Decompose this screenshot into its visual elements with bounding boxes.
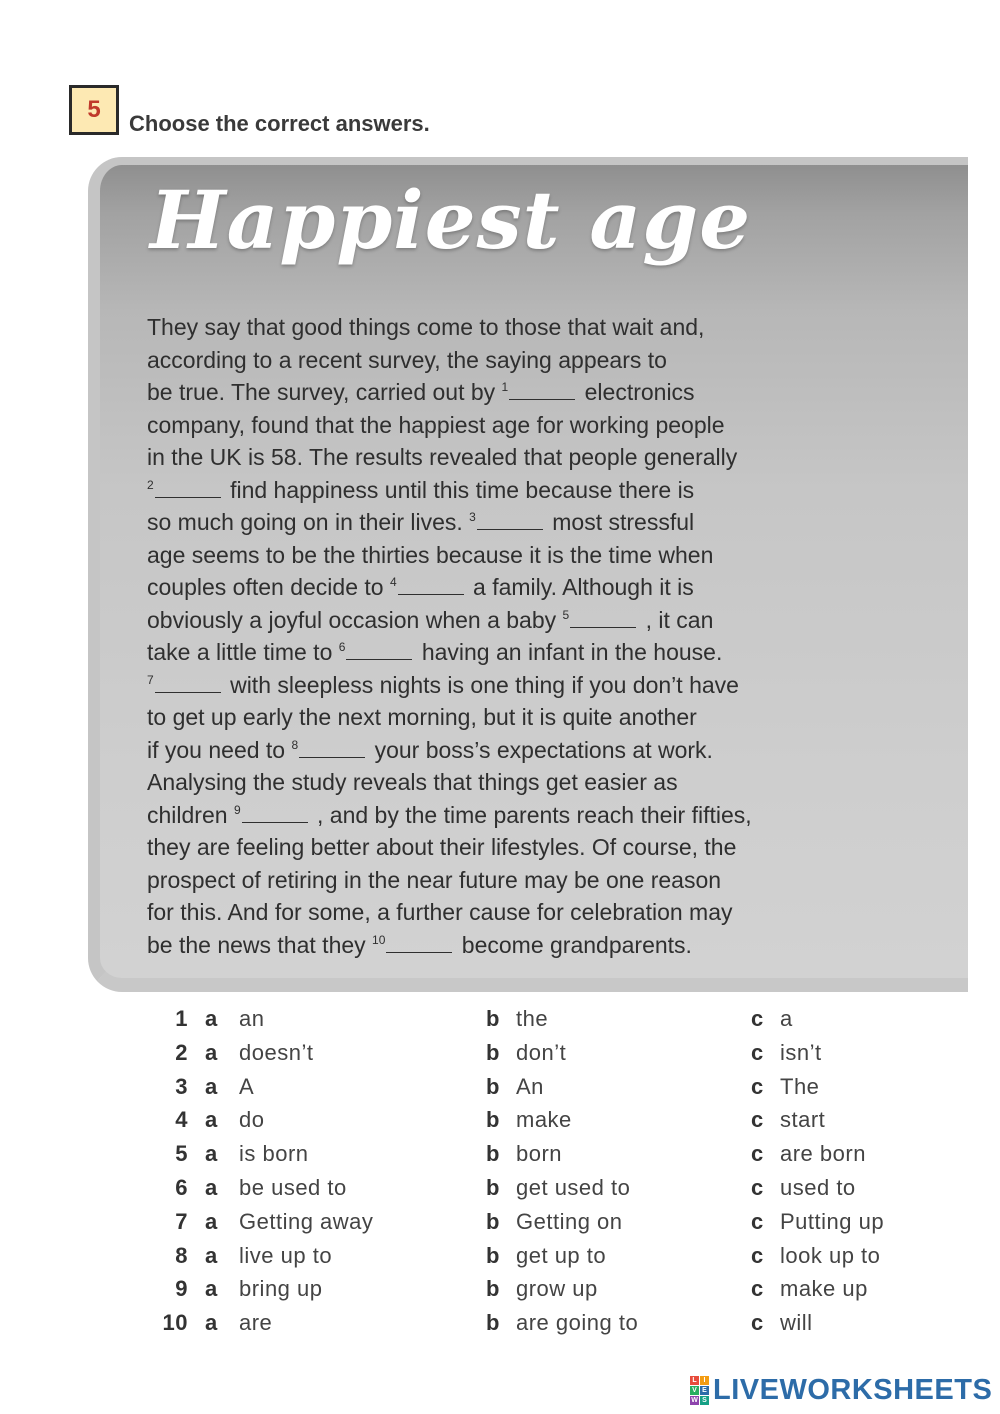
- passage-line: [147, 734, 947, 767]
- answer-blank[interactable]: [299, 756, 365, 758]
- option-c[interactable]: isn’t: [780, 1039, 822, 1065]
- blank-number: 4: [389, 575, 397, 589]
- passage-line: [147, 896, 947, 929]
- option-letter-b: b: [486, 1208, 500, 1234]
- option-letter-b: b: [486, 1107, 500, 1133]
- option-letter-a: a: [205, 1141, 218, 1167]
- question-number: 5: [175, 1141, 188, 1167]
- logo-tile: S: [700, 1396, 709, 1405]
- option-letter-a: a: [205, 1175, 218, 1200]
- blank-number: 2: [147, 477, 154, 492]
- question-number: 7: [175, 1208, 188, 1234]
- option-a[interactable]: Getting away: [239, 1208, 374, 1234]
- option-c[interactable]: used to: [780, 1175, 856, 1200]
- option-row: [0, 1141, 1000, 1175]
- option-letter-b: b: [486, 1242, 500, 1268]
- option-b[interactable]: get up to: [516, 1242, 607, 1268]
- answer-blank[interactable]: [242, 821, 308, 823]
- passage-text-segment: they are feeling better about their lifestyles. Of course, the: [147, 834, 737, 860]
- option-b[interactable]: don’t: [516, 1039, 567, 1065]
- blank-number: 1: [501, 380, 509, 394]
- answer-blank[interactable]: [386, 951, 452, 953]
- option-a[interactable]: A: [239, 1073, 255, 1099]
- liveworksheets-logo-icon: [690, 1376, 709, 1405]
- option-row: [0, 1175, 1000, 1209]
- option-row: [0, 1040, 1000, 1074]
- option-letter-b: b: [486, 1073, 500, 1099]
- passage-line: [147, 441, 947, 474]
- passage-line: [147, 766, 947, 799]
- passage-text-segment: , it can: [639, 606, 714, 633]
- logo-tile: W: [691, 1396, 698, 1404]
- option-c[interactable]: a: [780, 1006, 793, 1031]
- logo-tile: L: [690, 1376, 699, 1385]
- passage-title: Happiest age: [150, 173, 752, 267]
- option-b[interactable]: are going to: [516, 1310, 639, 1336]
- option-a[interactable]: be used to: [239, 1175, 347, 1200]
- logo-tile: V: [690, 1386, 699, 1395]
- question-number: 6: [175, 1175, 188, 1200]
- option-a[interactable]: an: [239, 1006, 265, 1031]
- option-letter-c: c: [751, 1107, 764, 1133]
- passage-line: [147, 864, 947, 897]
- brand-name: LIVEWORKSHEETS: [713, 1373, 993, 1406]
- passage-text-segment: be the news that they: [147, 931, 373, 958]
- option-letter-a: a: [205, 1107, 218, 1133]
- question-number: 4: [175, 1107, 188, 1133]
- passage-line: [147, 636, 947, 669]
- option-a[interactable]: doesn’t: [239, 1039, 314, 1065]
- passage-text-segment: according to a recent survey, the saying appears to: [147, 346, 667, 373]
- option-c[interactable]: will: [780, 1310, 813, 1336]
- passage-line: [147, 701, 947, 734]
- passage-line: [147, 376, 947, 409]
- option-b[interactable]: get used to: [516, 1175, 631, 1200]
- option-row: [0, 1107, 1000, 1141]
- blank-number: 3: [469, 510, 476, 524]
- passage-text-segment: couples often decide to: [147, 574, 390, 600]
- option-a[interactable]: live up to: [239, 1242, 333, 1268]
- blank-number: 6: [338, 640, 346, 654]
- option-letter-b: b: [486, 1310, 500, 1336]
- passage-text-segment: become grandparents.: [455, 931, 692, 958]
- option-letter-b: b: [486, 1141, 500, 1167]
- option-b[interactable]: the: [516, 1006, 549, 1031]
- option-c[interactable]: Putting up: [780, 1208, 885, 1234]
- passage-line: [147, 506, 947, 539]
- passage-text-segment: , and by the time parents reach their fifties,: [310, 801, 752, 828]
- passage-text-segment: for this. And for some, a further cause for celebration may: [147, 899, 733, 925]
- answer-blank[interactable]: [570, 626, 636, 628]
- passage-line: [147, 344, 947, 377]
- option-letter-c: c: [751, 1006, 764, 1031]
- passage-text-segment: children: [147, 801, 234, 828]
- option-letter-c: c: [751, 1208, 764, 1234]
- option-letter-c: c: [751, 1276, 764, 1302]
- option-row: [0, 1074, 1000, 1108]
- passage-text-segment: electronics: [578, 379, 695, 405]
- passage-text-segment: if you need to: [147, 736, 292, 763]
- passage-line: [147, 474, 947, 507]
- logo-tile: E: [700, 1386, 709, 1395]
- passage-text-segment: in the UK is 58. The results revealed that people generally: [147, 444, 738, 470]
- option-c[interactable]: The: [780, 1073, 820, 1099]
- blank-number: 7: [147, 672, 154, 687]
- passage-line: [147, 409, 947, 442]
- option-a[interactable]: is born: [239, 1141, 309, 1167]
- option-letter-b: b: [486, 1276, 500, 1302]
- option-b[interactable]: An: [516, 1073, 544, 1099]
- passage-line: [147, 571, 947, 604]
- passage-line: [147, 539, 947, 572]
- option-row: [0, 1276, 1000, 1310]
- passage-text-segment: a family. Although it is: [466, 574, 694, 600]
- passage-line: [147, 929, 947, 962]
- option-letter-a: a: [205, 1310, 218, 1336]
- passage-text-segment: age seems to be the thirties because it is the time when: [147, 541, 714, 568]
- blank-number: 5: [562, 607, 570, 622]
- option-letter-c: c: [751, 1141, 764, 1167]
- passage-line: [147, 799, 947, 832]
- option-letter-b: b: [486, 1006, 500, 1031]
- passage-text-segment: take a little time to: [147, 639, 339, 665]
- answer-blank[interactable]: [155, 691, 221, 693]
- option-a[interactable]: bring up: [239, 1276, 323, 1302]
- option-b[interactable]: Getting on: [516, 1208, 623, 1234]
- answer-blank[interactable]: [398, 593, 464, 595]
- passage-text-segment: company, found that the happiest age for working people: [147, 411, 725, 438]
- option-b[interactable]: born: [516, 1141, 563, 1167]
- question-number: 2: [175, 1039, 188, 1065]
- question-number: 8: [175, 1242, 188, 1268]
- option-c[interactable]: start: [780, 1107, 826, 1133]
- option-b[interactable]: grow up: [516, 1276, 598, 1302]
- blank-number: 8: [291, 737, 299, 752]
- option-row: [0, 1310, 1000, 1344]
- answer-blank[interactable]: [155, 496, 221, 498]
- passage-text-segment: obviously a joyful occasion when a baby: [147, 606, 563, 633]
- option-row: [0, 1243, 1000, 1277]
- passage-text-segment: find happiness until this time because there is: [223, 476, 695, 503]
- option-a[interactable]: are: [239, 1310, 273, 1336]
- passage-text-segment: your boss’s expectations at work.: [368, 736, 713, 763]
- exercise-number-badge: 5: [69, 85, 119, 135]
- option-letter-c: c: [751, 1073, 764, 1099]
- option-row: [0, 1209, 1000, 1243]
- passage-text-segment: to get up early the next morning, but it is quite another: [147, 704, 697, 730]
- blank-number: 9: [233, 802, 241, 817]
- passage-line: [147, 831, 947, 864]
- question-number: 3: [175, 1073, 188, 1099]
- answer-blank[interactable]: [346, 658, 412, 660]
- logo-tile: I: [700, 1376, 709, 1385]
- passage-line: [147, 311, 947, 344]
- option-letter-b: b: [486, 1039, 500, 1065]
- option-letter-c: c: [751, 1175, 764, 1200]
- question-number: 9: [175, 1276, 188, 1302]
- option-letter-a: a: [205, 1006, 218, 1031]
- option-c[interactable]: are born: [780, 1141, 866, 1167]
- passage-text-segment: Analysing the study reveals that things get easier as: [147, 769, 678, 795]
- option-b[interactable]: make: [516, 1107, 572, 1133]
- passage-text-segment: having an infant in the house.: [415, 639, 723, 665]
- answer-blank[interactable]: [509, 398, 575, 400]
- passage-text: [147, 311, 947, 961]
- blank-number: 10: [372, 932, 386, 947]
- exercise-instruction: Choose the correct answers.: [129, 111, 430, 136]
- option-row: [0, 1006, 1000, 1040]
- option-letter-b: b: [486, 1175, 500, 1200]
- option-letter-c: c: [751, 1242, 764, 1268]
- option-a[interactable]: do: [239, 1107, 265, 1133]
- option-letter-c: c: [751, 1310, 764, 1336]
- option-letter-a: a: [205, 1242, 218, 1268]
- question-number: 1: [175, 1006, 188, 1031]
- passage-line: [147, 604, 947, 637]
- passage-text-segment: They say that good things come to those that wait and,: [147, 314, 705, 340]
- passage-line: [147, 669, 947, 702]
- brand-footer: [690, 1375, 992, 1405]
- passage-text-segment: most stressful: [545, 509, 695, 535]
- question-number: 10: [162, 1310, 188, 1336]
- option-letter-a: a: [205, 1276, 218, 1302]
- answer-blank[interactable]: [477, 528, 543, 530]
- option-letter-c: c: [751, 1039, 764, 1065]
- passage-text-segment: be true. The survey, carried out by: [147, 379, 502, 405]
- option-letter-a: a: [205, 1039, 218, 1065]
- passage-text-segment: with sleepless nights is one thing if you don’t have: [223, 671, 739, 698]
- option-c[interactable]: make up: [780, 1276, 868, 1302]
- option-letter-a: a: [205, 1208, 218, 1234]
- passage-text-segment: so much going on in their lives.: [147, 509, 470, 535]
- option-c[interactable]: look up to: [780, 1242, 881, 1268]
- option-letter-a: a: [205, 1073, 218, 1099]
- passage-text-segment: prospect of retiring in the near future may be one reason: [147, 866, 722, 893]
